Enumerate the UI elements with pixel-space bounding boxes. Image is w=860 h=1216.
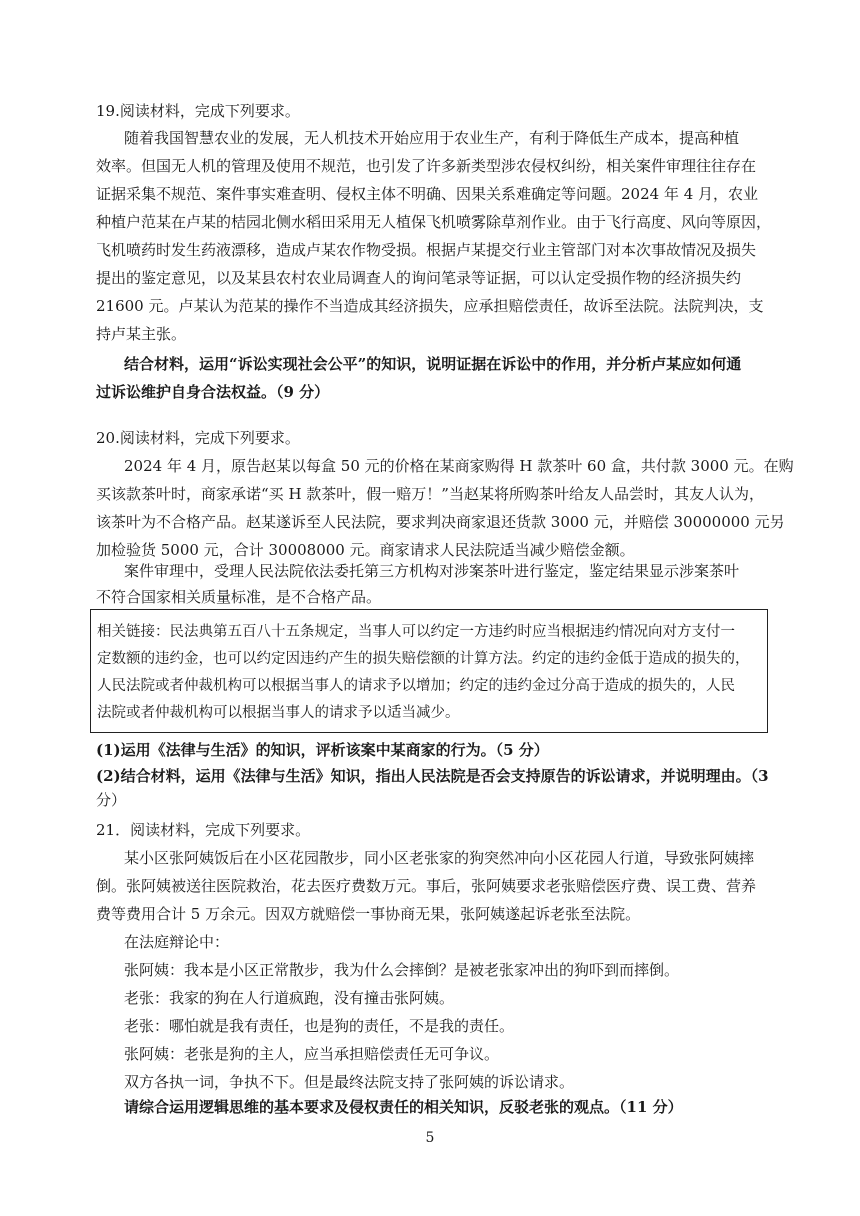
q21-text-line: 双方各执一词，争执不下。但是最终法院支持了张阿姨的诉讼请求。: [124, 1073, 575, 1091]
q19-text-line: 提出的鉴定意见，以及某县农村农业局调查人的询问笔录等证据，可以认定受损作物的经济损失约: [96, 269, 742, 287]
q20-task-2: 分）: [96, 791, 127, 809]
q19-text-line: 飞机喷药时发生药液漂移，造成卢某农作物受损。根据卢某提交行业主管部门对本次事故情况及损失: [96, 241, 757, 259]
box-text-line: 定数额的违约金，也可以约定因违约产生的损失赔偿额的计算方法。约定的违约金低于造成的损失的，: [97, 651, 750, 667]
q21-task: 请综合运用逻辑思维的基本要求及侵权责任的相关知识，反驳老张的观点。（11 分）: [124, 1098, 683, 1116]
q21-text-line: 在法庭辩论中：: [124, 933, 230, 951]
q21-text-line: 老张：哪怕就是我有责任，也是狗的责任，不是我的责任。: [124, 1017, 515, 1035]
q19-text-line: 21600 元。卢某认为范某的操作不当造成其经济损失，应承担赔偿责任，故诉至法院。法院判决，支: [96, 297, 764, 315]
q20-text-line: 买该款茶叶时，商家承诺“买 H 款茶叶，假一赔万！”当赵某将所购茶叶给友人品尝时，其友人认为，: [96, 485, 764, 503]
q21-text-line: 某小区张阿姨饭后在小区花园散步，同小区老张家的狗突然冲向小区花园人行道，导致张阿姨摔: [124, 849, 755, 867]
q19-task: 过诉讼维护自身合法权益。（9 分）: [96, 383, 330, 401]
q20-task-1: (1)运用《法律与生活》的知识，评析该案中某商家的行为。（5 分）: [96, 741, 549, 759]
q21-text-line: 张阿姨：老张是狗的主人，应当承担赔偿责任无可争议。: [124, 1045, 500, 1063]
q19-text-line: 证据采集不规范、案件事实难查明、侵权主体不明确、因果关系难确定等问题。2024 年 4 月，农业: [96, 185, 759, 203]
q21-heading: 21．阅读材料，完成下列要求。: [96, 821, 311, 839]
q21-text-line: 老张：我家的狗在人行道疯跑，没有撞击张阿姨。: [124, 989, 455, 1007]
q20-text-line: 不符合国家相关质量标准，是不合格产品。: [96, 588, 382, 606]
page-number: 5: [425, 1130, 435, 1146]
q21-text-line: 倒。张阿姨被送往医院救治，花去医疗费数万元。事后，张阿姨要求老张赔偿医疗费、误工费、营养: [96, 877, 757, 895]
q19-text-line: 种植户范某在卢某的桔园北侧水稻田采用无人植保飞机喷雾除草剂作业。由于飞行高度、风向等原因，: [96, 213, 772, 231]
q20-text-line: 2024 年 4 月，原告赵某以每盒 50 元的价格在某商家购得 H 款茶叶 60 盒，共付款 3000 元。在购: [124, 457, 794, 475]
q19-text-line: 随着我国智慧农业的发展，无人机技术开始应用于农业生产，有利于降低生产成本，提高种植: [124, 129, 740, 147]
box-text-line: 相关链接：民法典第五百八十五条规定，当事人可以约定一方违约时应当根据违约情况向对方支付一: [97, 624, 735, 640]
q19-text-line: 效率。但国无人机的管理及使用不规范，也引发了许多新类型涉农侵权纠纷，相关案件审理往往存在: [96, 157, 757, 175]
q20-heading: 20.阅读材料，完成下列要求。: [96, 429, 300, 447]
q19-task: 结合材料，运用“诉讼实现社会公平”的知识，说明证据在诉讼中的作用，并分析卢某应如何通: [124, 355, 742, 373]
box-text-line: 法院或者仲裁机构可以根据当事人的请求予以适当减少。: [97, 705, 460, 721]
q21-text-line: 费等费用合计 5 万余元。因双方就赔偿一事协商无果，张阿姨遂起诉老张至法院。: [96, 905, 641, 923]
q20-task-2: (2)结合材料，运用《法律与生活》知识，指出人民法院是否会支持原告的诉讼请求，并说明理由。（3: [96, 767, 769, 785]
q19-text-line: 持卢某主张。: [96, 325, 187, 343]
q20-text-line: 加检验货 5000 元，合计 30008000 元。商家请求人民法院适当减少赔偿金额。: [96, 541, 635, 559]
q20-text-line: 案件审理中，受理人民法院依法委托第三方机构对涉案茶叶进行鉴定，鉴定结果显示涉案茶叶: [124, 562, 740, 580]
box-text-line: 人民法院或者仲裁机构可以根据当事人的请求予以增加；约定的违约金过分高于造成的损失的，人民: [97, 678, 735, 694]
q20-text-line: 该茶叶为不合格产品。赵某遂诉至人民法院，要求判决商家退还货款 3000 元，并赔偿 30000000 元另: [96, 513, 785, 531]
q19-heading: 19.阅读材料，完成下列要求。: [96, 102, 300, 120]
q21-text-line: 张阿姨：我本是小区正常散步，我为什么会摔倒？是被老张家冲出的狗吓到而摔倒。: [124, 961, 680, 979]
